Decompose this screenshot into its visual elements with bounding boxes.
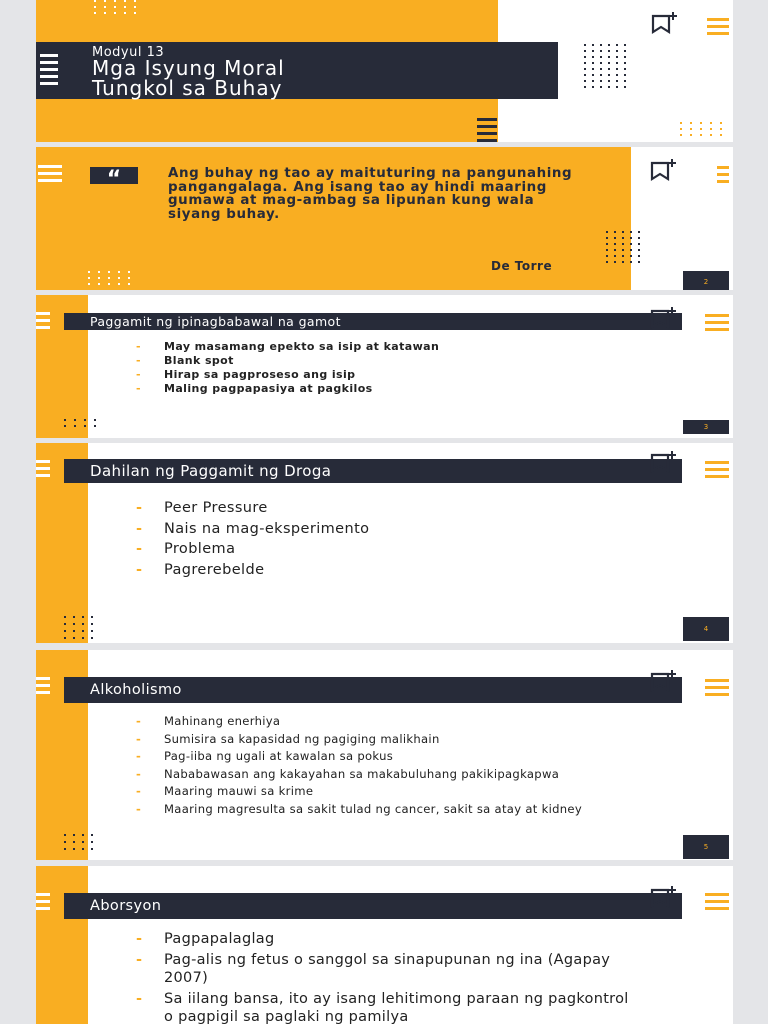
decor-dots [680, 122, 722, 136]
list-item: - Nais na mag-eksperimento [136, 519, 369, 540]
page-title [92, 58, 285, 98]
menu-lines-icon [36, 312, 50, 333]
slide-6 [36, 866, 733, 1024]
slide-5 [36, 650, 733, 860]
decor-dots [64, 616, 93, 639]
list-item: - Maaring mauwi sa krime [136, 784, 676, 799]
bookmark-add-icon[interactable] [648, 884, 678, 910]
menu-lines-icon[interactable] [705, 679, 729, 700]
decor-dots [584, 44, 626, 88]
bookmark-add-icon[interactable] [648, 449, 678, 475]
slide-title: Dahilan ng Paggamit ng Droga [90, 462, 332, 480]
title-bar [36, 42, 558, 99]
slide-4 [36, 443, 733, 643]
slide-title: Aborsyon [90, 898, 162, 914]
title-bar [64, 459, 682, 483]
list-item: - Maling pagpapasiya at pagkilos [136, 382, 439, 396]
decor-dots [606, 231, 640, 263]
bookmark-add-icon[interactable] [649, 10, 679, 36]
decor-dots [64, 834, 93, 850]
bullet-list [136, 340, 439, 396]
list-item: - Sa iilang bansa, ito ay isang lehitimong paraan ng pagkontrol o pagpigil sa paglaki ng pamilya [136, 990, 636, 1024]
menu-lines-icon [36, 893, 50, 914]
quote-text: Ang buhay ng tao ay maituturing na pangunahing pangangalaga. Ang isang tao ay hindi maaring gumawa at mag-ambag sa lipunan kung wala siyang buhay. [168, 166, 573, 222]
title-bar [64, 893, 682, 919]
menu-lines-icon [36, 677, 50, 698]
bookmark-add-icon[interactable] [648, 157, 678, 183]
list-item: - Pagrerebelde [136, 560, 369, 581]
title-bar [64, 677, 682, 703]
bookmark-add-icon[interactable] [648, 668, 678, 694]
title-line-2: Tungkol sa Buhay [92, 76, 283, 100]
slide-number: 4 [683, 617, 729, 641]
bullet-list [136, 498, 369, 580]
menu-lines-icon[interactable] [705, 893, 729, 914]
title-bar [64, 313, 682, 330]
menu-lines-icon [36, 460, 50, 481]
list-item: - Problema [136, 539, 369, 560]
list-item: - Peer Pressure [136, 498, 369, 519]
menu-lines-icon[interactable] [705, 314, 729, 335]
quote-author: De Torre [491, 259, 553, 273]
bullet-list [136, 714, 676, 816]
menu-lines-icon[interactable] [717, 166, 729, 187]
bookmark-add-icon[interactable] [648, 305, 678, 331]
slide-number: 2 [683, 271, 729, 290]
slide-3 [36, 295, 733, 438]
list-item: - Mahinang enerhiya [136, 714, 676, 729]
list-item: - Sumisira sa kapasidad ng pagiging malikhain [136, 732, 676, 747]
bullet-list [136, 930, 636, 1024]
slide-number: 3 [683, 420, 729, 434]
menu-lines-icon [40, 54, 58, 89]
list-item: - Pagpapalaglag [136, 930, 636, 949]
slide-number: 5 [683, 835, 729, 859]
title-line-1: Mga Isyung Moral [92, 56, 285, 80]
module-label: Modyul 13 [92, 45, 165, 60]
list-item: - Maaring magresulta sa sakit tulad ng cancer, sakit sa atay at kidney [136, 802, 676, 817]
list-item: - Nababawasan ang kakayahan sa makabuluhang pakikipagkapwa [136, 767, 566, 782]
list-item: - Blank spot [136, 354, 439, 368]
menu-lines-icon [38, 165, 62, 186]
menu-lines-icon[interactable] [707, 18, 729, 39]
decor-dots [94, 0, 136, 14]
list-item: - Pag-iiba ng ugali at kawalan sa pokus [136, 749, 676, 764]
decor-dots [64, 419, 96, 427]
menu-lines-icon [477, 118, 497, 142]
list-item: - May masamang epekto sa isip at katawan [136, 340, 439, 354]
slide-2 [36, 147, 733, 290]
quote-mark-icon: “ [90, 167, 138, 184]
slide-title: Paggamit ng ipinagbabawal na gamot [90, 314, 341, 329]
list-item: - Hirap sa pagproseso ang isip [136, 368, 439, 382]
yellow-stripe [36, 866, 88, 1024]
slide-1 [36, 0, 733, 142]
slide-title: Alkoholismo [90, 682, 182, 698]
menu-lines-icon[interactable] [705, 461, 729, 482]
decor-dots [88, 271, 130, 285]
list-item: - Pag-alis ng fetus o sanggol sa sinapupunan ng ina (Agapay 2007) [136, 951, 636, 988]
